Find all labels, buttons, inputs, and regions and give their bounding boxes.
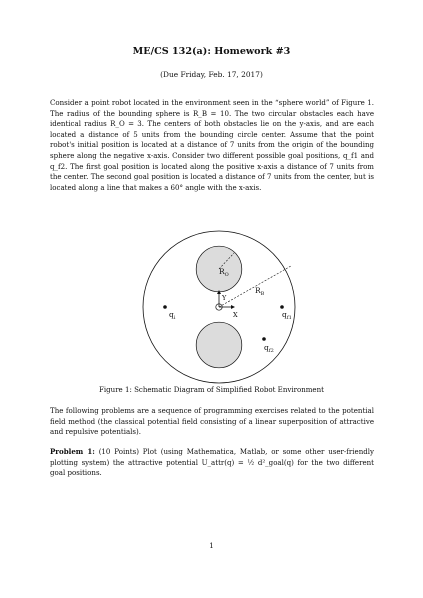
intro-problems-paragraph: The following problems are a sequence of programming exercises related to the potential field method (the classical potential field consisting of a linear superposition of attractive and repulsive potentials). [50, 406, 374, 437]
problem-1 [50, 447, 374, 479]
point-qi [163, 305, 167, 309]
label-y: Y [222, 294, 227, 302]
page-number: 1 [209, 541, 214, 550]
label-qf2: $q_{f2}$ [264, 343, 274, 354]
problem-1-label: Problem 1: [50, 447, 95, 456]
label-ro: $R_O$ [219, 267, 229, 278]
point-qf2 [262, 337, 266, 341]
due-date: (Due Friday, Feb. 17, 2017) [160, 70, 263, 79]
problem-1-text: (10 Points) Plot (using Mathematica, Matlab, or some other user-friendly plotting system) the attractive potential U_attr(q) = ½ d²_goal(q) for the two different goal positions. [50, 447, 374, 478]
intro-paragraph: Consider a point robot located in the environment seen in the “sphere world” of Figure 1. The radius of the bounding sphere is R_B = 10. The two circular obstacles each have identical radius R_O = 3. The centers of both obstacles lie on the y-axis, and are each located a distance of 5 units from the bounding circle center. Assume that the point robot's initial position is located at a distance of 7 units from the origin of the bounding sphere along the negative x-axis. Consider two different possible goal positions, q_f1 and q_f2. The first goal position is located along the positive x-axis a distance of 7 units from the center. The second goal position is located a distance of 7 units from the center, but is located along a line that makes a 60° angle with the x-axis. [50, 98, 374, 192]
label-rb: $R_B$ [255, 286, 265, 297]
obstacle-bottom [196, 322, 242, 368]
document-title: ME/CS 132(a): Homework #3 [132, 46, 291, 57]
point-qf1 [280, 305, 284, 309]
label-x: X [233, 311, 238, 319]
label-qf1: $q_{f1}$ [282, 310, 292, 321]
figure-caption: Figure 1: Schematic Diagram of Simplified Robot Environment [99, 385, 324, 394]
sphere-world-figure [141, 229, 297, 385]
label-qi: $q_i$ [169, 310, 176, 321]
